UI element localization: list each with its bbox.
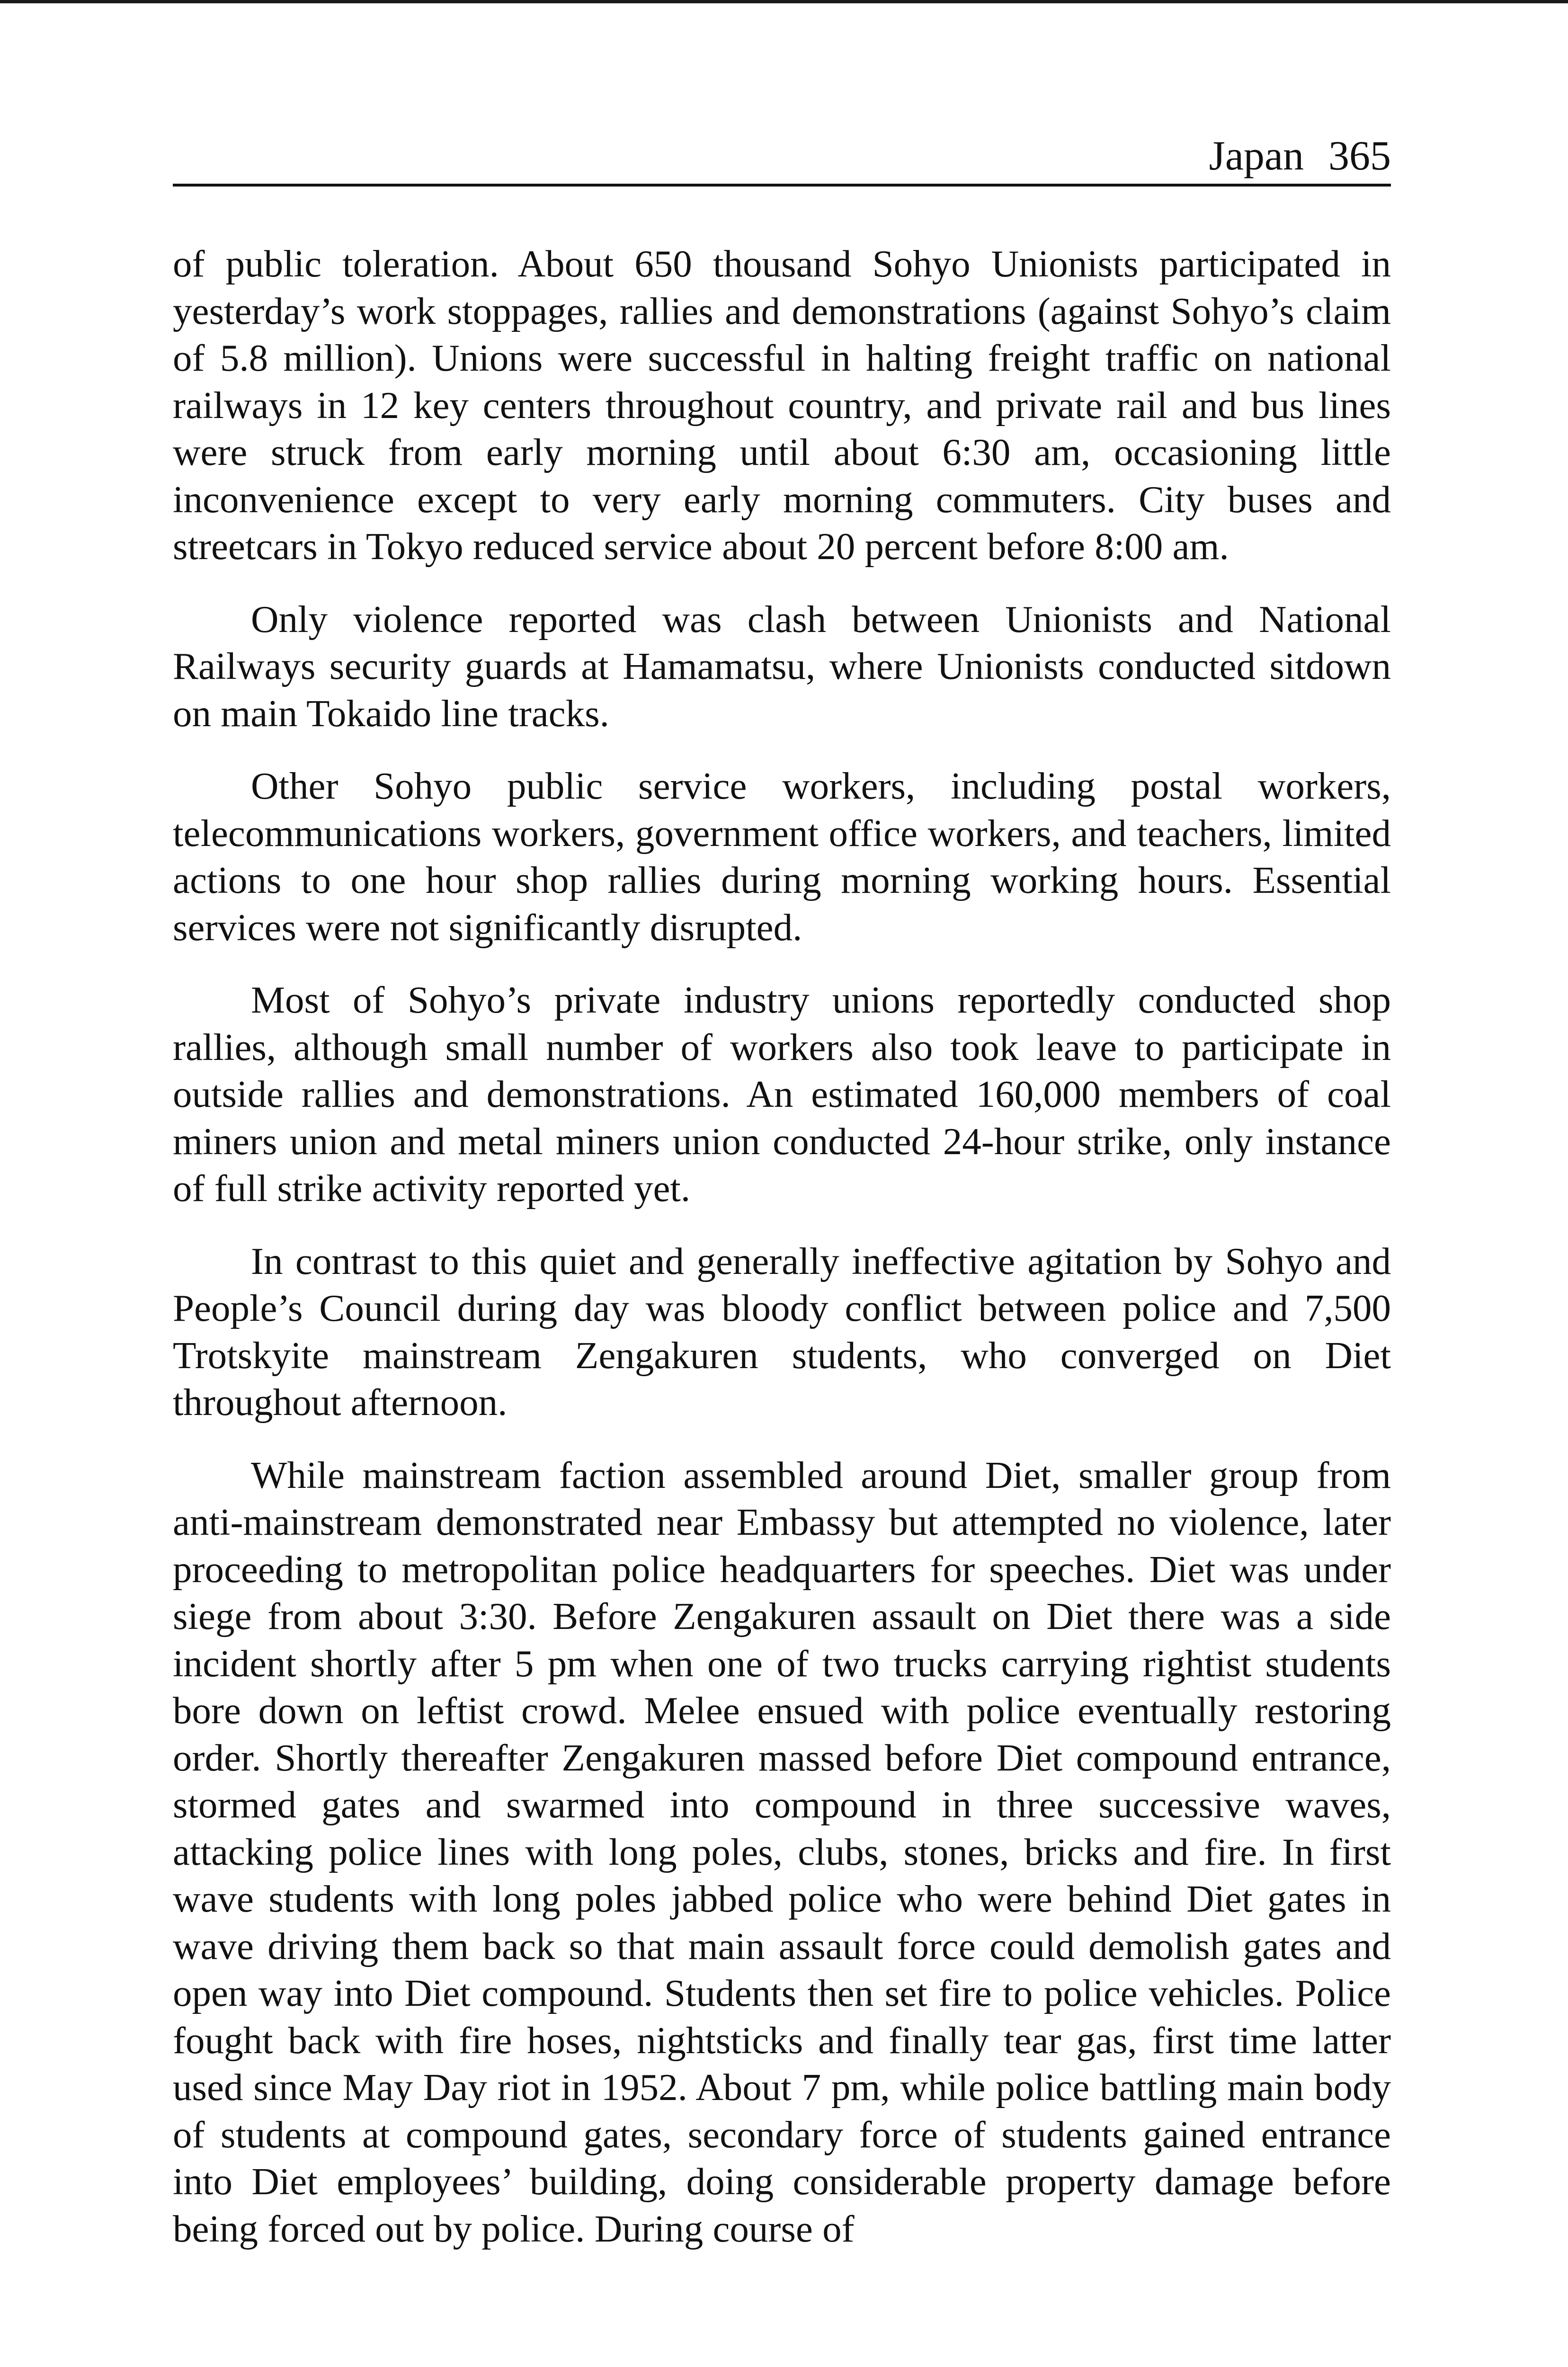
page-number: 365 xyxy=(1328,133,1391,179)
paragraph-1: of public toleration. About 650 thousand Sohyo Unionists participated in yesterday’s work stoppages, rallies and demonstrations (against Sohyo’s claim of 5.8 million). Unions were successful in halting freight traffic on national railways in 12 key centers throughout country, and private rail and bus lines were struck from early morning until about 6:30 am, occasioning little inconvenience except to very early morning commuters. City buses and streetcars in Tokyo reduced service about 20 percent before 8:00 am. xyxy=(173,242,1391,568)
running-header xyxy=(173,127,1391,187)
paragraph-5: In contrast to this quiet and generally ineffective agitation by Sohyo and People’s Council during day was bloody conflict between police and 7,500 Trotskyite mainstream Zengakuren students, who converged on Diet throughout afternoon. xyxy=(173,1239,1391,1424)
paragraph-3: Other Sohyo public service workers, including postal workers, telecommunications workers, government office workers, and teachers, limited actions to one hour shop rallies during morning working hours. Essential services were not significantly disrupted. xyxy=(173,765,1391,949)
running-header-text xyxy=(1209,135,1391,177)
body-text xyxy=(173,240,1391,2252)
paragraph-4: Most of Sohyo’s private industry unions reportedly conducted shop rallies, although small number of workers also took leave to participate in outside rallies and demonstrations. An estimated 160,000 members of coal miners union and metal miners union conducted 24-hour strike, only instance of full strike activity reported yet. xyxy=(173,979,1391,1210)
paragraph-6: While mainstream faction assembled around Diet, smaller group from anti-mainstream demonstrated near Embassy but attempted no violence, later proceeding to metropolitan police headquarters for speeches. Diet was under siege from about 3:30. Before Zengakuren assault on Diet there was a side incident shortly after 5 pm when one of two trucks carrying rightist students bore down on leftist crowd. Melee ensued with police eventually restoring order. Shortly thereafter Zengakuren massed before Diet compound entrance, stormed gates and swarmed into compound in three successive waves, attacking police lines with long poles, clubs, stones, bricks and fire. In first wave students with long poles jabbed police who were behind Diet gates in wave driving them back so that main assault force could demolish gates and open way into Diet compound. Students then set fire to police vehicles. Police fought back with fire hoses, nightsticks and finally tear gas, first time latter used since May Day riot in 1952. About 7 pm, while police battling main body of students at compound gates, secondary force of students gained entrance into Diet employees’ building, doing considerable property damage before being forced out by police. During course of xyxy=(173,1453,1391,2250)
paragraph-2: Only violence reported was clash between Unionists and National Railways security guards at Hamamatsu, where Unionists conducted sitdown on main Tokaido line tracks. xyxy=(173,597,1391,735)
running-title: Japan xyxy=(1209,133,1304,179)
top-edge-rule xyxy=(0,0,1568,3)
